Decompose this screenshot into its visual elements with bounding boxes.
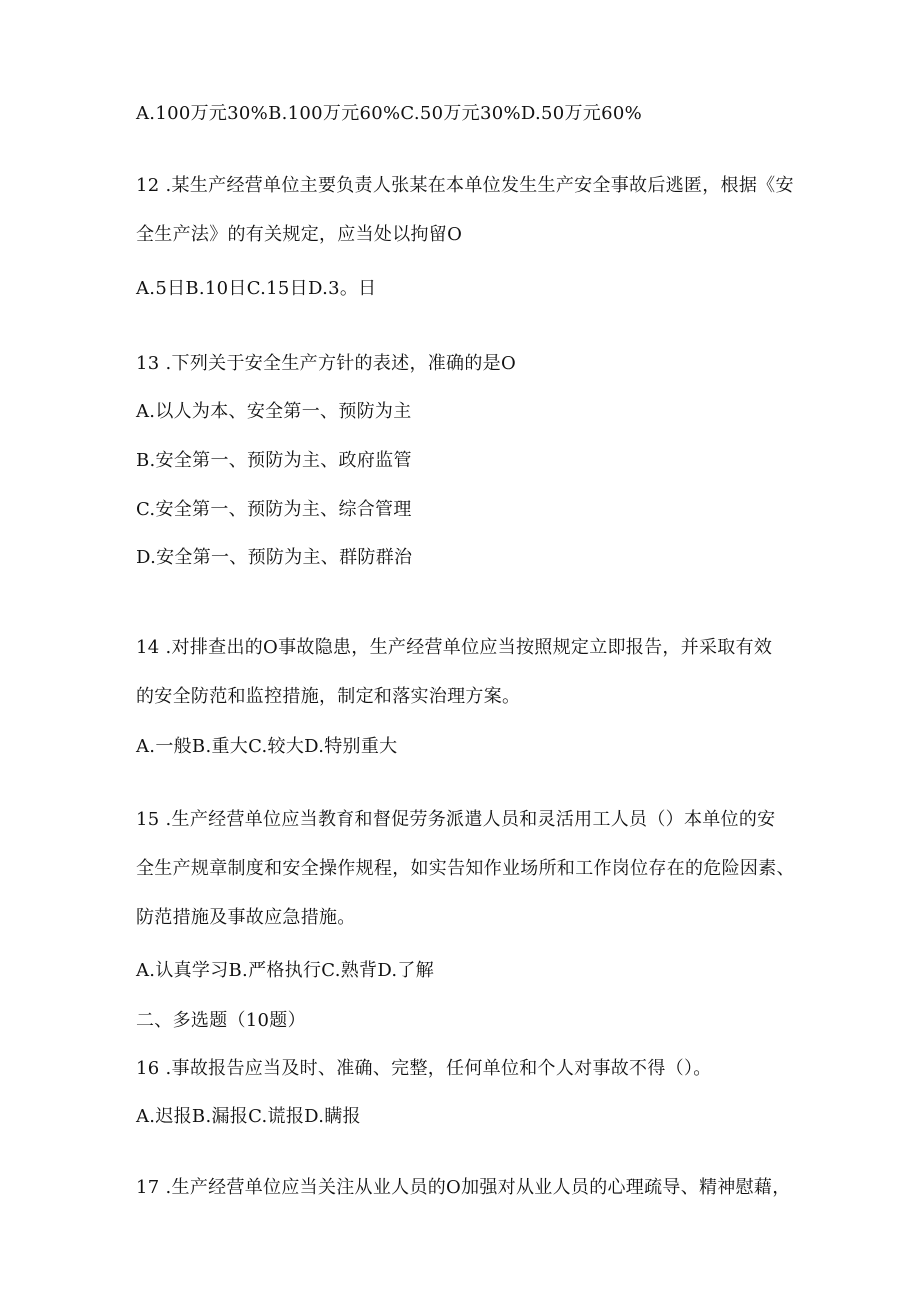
options-q12: A.5日B.10日C.15日D.3。日: [136, 278, 377, 299]
question-16: 16 .事故报告应当及时、准确、完整，任何单位和个人对事故不得（）。: [136, 1058, 712, 1079]
section-heading-multiple-choice: 二、多选题（10题）: [136, 1010, 306, 1031]
question-15-line-3: 防范措施及事故应急措施。: [136, 907, 356, 928]
option-13-a: A.以人为本、安全第一、预防为主: [136, 401, 412, 422]
options-q11: A.100万元30%B.100万元60%C.50万元30%D.50万元60%: [136, 103, 642, 124]
question-14-line-2: 的安全防范和监控措施，制定和落实治理方案。: [136, 686, 521, 707]
options-q14: A.一般B.重大C.较大D.特别重大: [136, 736, 398, 757]
question-13: 13 .下列关于安全生产方针的表述，准确的是O: [136, 353, 517, 374]
question-14-line-1: 14 .对排查出的O事故隐患，生产经营单位应当按照规定立即报告，并采取有效: [136, 637, 773, 658]
question-12-line-1: 12 .某生产经营单位主要负责人张某在本单位发生生产安全事故后逃匿，根据《安: [136, 175, 794, 196]
option-13-c: C.安全第一、预防为主、综合管理: [136, 499, 412, 520]
option-13-d: D.安全第一、预防为主、群防群治: [136, 547, 413, 568]
question-15-line-1: 15 .生产经营单位应当教育和督促劳务派遣人员和灵活用工人员（）本单位的安: [136, 809, 776, 830]
option-13-b: B.安全第一、预防为主、政府监管: [136, 450, 412, 471]
question-17-line-1: 17 .生产经营单位应当关注从业人员的O加强对从业人员的心理疏导、精神慰藉，: [136, 1177, 791, 1198]
options-q16: A.迟报B.漏报C.谎报D.瞒报: [136, 1106, 361, 1127]
question-12-line-2: 全生产法》的有关规定，应当处以拘留O: [136, 224, 463, 245]
question-15-line-2: 全生产规章制度和安全操作规程，如实告知作业场所和工作岗位存在的危险因素、: [136, 858, 795, 879]
options-q15: A.认真学习B.严格执行C.熟背D.了解: [136, 960, 435, 981]
